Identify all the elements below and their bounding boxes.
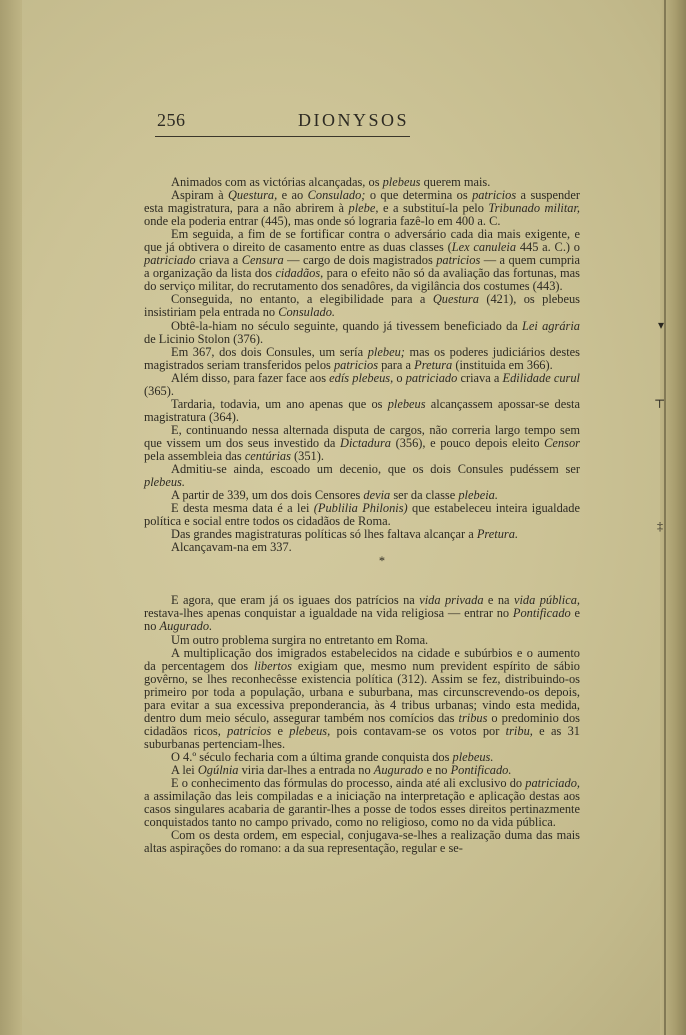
- italic-term: (Publilia Philonis): [313, 501, 408, 516]
- italic-term: plebeus,: [289, 723, 331, 738]
- italic-term: plebeus.: [144, 475, 185, 490]
- paragraph: A multiplicação dos imigrados estabelecidos na cidade e subúrbios e o aumento da percentagem dos libertos exigiam que, mesmo num prevident espírito de sábio govêrno, se lhes reconhecêsse existencia política (312). Assim se fez, distribuindo-os primeiro por toda a população, urbana e suburbana, mas circunscrevendo-os depois, para evitar a sua excessiva preponderancia, às 4 tribus urbanas; vindo esta medida, dentro dum meio século, assegurar também nos comícios das tribus o predominio dos cidadãos ricos, patricios e plebeus, pois contavam-se os votos por tribu, e as 31 suburbanas pertenciam-lhes.: [144, 645, 580, 751]
- italic-term: Pretura: [414, 357, 453, 372]
- italic-term: libertos: [254, 658, 292, 673]
- italic-term: centúrias: [244, 448, 291, 463]
- header-rule: [155, 136, 410, 137]
- italic-term: plebeu;: [367, 344, 405, 359]
- italic-term: plebeus.: [452, 749, 494, 764]
- italic-term: Pontificado.: [450, 762, 512, 777]
- margin-mark: ‡: [657, 519, 663, 533]
- italic-term: patricios: [436, 253, 481, 268]
- paragraph: Com os desta ordem, em especial, conjugava-se-lhes a realização duma das mais altas aspirações do romano: a da sua representação, regular e se-: [144, 828, 580, 856]
- paragraph: Além disso, para fazer face aos edís plebeus, o patriciado criava a Edilidade curul (365).: [144, 370, 580, 398]
- section-1: [144, 176, 580, 554]
- italic-term: Dictadura: [340, 435, 391, 450]
- paragraph: Das grandes magistraturas políticas só lhes faltava alcançar a Pretura.: [171, 527, 519, 542]
- running-title: DIONYSOS: [297, 110, 409, 130]
- italic-term: patriciado: [144, 253, 196, 268]
- paragraph: Em seguida, a fim de se fortificar contra o adversário cada dia mais exigente, e que já obtivera o direito de casamento entre as duas classes (Lex canuleia 445 a. C.) o patriciado criava a Censura — cargo de dois magistrados patricios — a quem cumpria a organização da lista dos cidadãos, para o efeito não só da avaliação das fortunas, mas do serviço militar, do recrutamento dos senadôres, da vigilância dos costumes (443).: [144, 227, 581, 294]
- page-number: 256: [157, 110, 186, 130]
- italic-term: vida privada: [419, 593, 484, 608]
- italic-term: tribu,: [505, 723, 533, 738]
- paragraph: Obtê-la-hiam no século seguinte, quando já tivessem beneficiado da Lei agrária de Licinio Stolon (376).: [144, 318, 580, 346]
- italic-term: Augurado.: [159, 619, 213, 634]
- paragraph: Em 367, dos dois Consules, um sería plebeu; mas os poderes judiciários destes magistrados seriam transferidos pelos patricios para a Pretura (instituida em 366).: [144, 344, 580, 372]
- italic-term: Ogúlnia: [197, 762, 239, 777]
- italic-term: Censor: [544, 435, 580, 450]
- paragraph: Tardaria, todavia, um ano apenas que os plebeus alcançassem apossar-se desta magistratura (364).: [144, 396, 580, 424]
- italic-term: plebeus: [382, 175, 421, 189]
- italic-term: Tribunado militar,: [488, 201, 581, 216]
- paragraph: E agora, que eram já os iguaes dos patrícios na vida privada e na vida pública, restava-lhes apenas conquistar a igualdade na vida religiosa — entrar no Pontificado e no Augurado.: [144, 593, 580, 634]
- paragraph: A lei Ogúlnia viria dar-lhes a entrada no Augurado e no Pontificado.: [171, 762, 512, 777]
- italic-term: Pretura.: [476, 527, 519, 542]
- italic-term: Questura: [432, 292, 479, 307]
- italic-term: edís plebeus,: [329, 370, 394, 385]
- paragraph: Conseguida, no entanto, a elegibilidade para a Questura (421), os plebeus insistiriam pela entrada no Consulado.: [144, 292, 580, 320]
- italic-term: patriciado,: [525, 776, 580, 791]
- margin-mark: ▾: [658, 318, 665, 332]
- paragraph: A partir de 339, um dos dois Censores devia ser da classe plebeia.: [171, 488, 498, 503]
- paragraph: Alcançavam-na em 337.: [171, 540, 292, 555]
- running-head: [157, 110, 409, 136]
- page-left-edge: [0, 0, 22, 1035]
- italic-term: patricios: [472, 188, 517, 203]
- italic-term: tribus: [458, 710, 488, 725]
- italic-term: Questura,: [227, 188, 278, 203]
- paragraph: E, continuando nessa alternada disputa de cargos, não correria largo tempo sem que vissem um dos seus investido da Dictadura (356), e pouco depois eleito Censor pela assembleia das centúrias (351).: [144, 422, 580, 463]
- paragraph: Animados com as victórias alcançadas, os plebeus querem mais.: [171, 175, 491, 189]
- italic-term: Edilidade curul: [502, 370, 580, 385]
- italic-term: Augurado: [373, 762, 424, 777]
- paragraph: E o conhecimento das fórmulas do processo, ainda até ali exclusivo do patriciado, a assimilação das leis compiladas e a iniciação na interpretação e aplicação destas aos casos singulares acabaria de garantir-lhes a posse de todos esses direitos pertinazmente conquistados tanto no campo privado, como no religioso, como no da vida pública.: [144, 776, 580, 830]
- paragraph: Aspiram à Questura, e ao Consulado; o que determina os patricios a suspender esta magistratura, para a não abrirem à plebe, e a substituí-la pelo Tribunado militar, onde ela poderia entrar (445), mas onde só lograria fazê-lo em 400 a. C.: [144, 188, 581, 229]
- italic-term: devia: [363, 488, 391, 503]
- italic-term: cidadãos,: [275, 266, 324, 281]
- paragraph: O 4.º século fecharia com a última grande conquista dos plebeus.: [171, 749, 494, 764]
- paragraph: E desta mesma data é a lei (Publilia Philonis) que estabeleceu inteira igualdade política e social entre todos os cidadãos de Roma.: [144, 501, 580, 529]
- paragraph: Um outro problema surgira no entretanto em Roma.: [171, 632, 429, 647]
- italic-term: Lex canuleia: [451, 240, 517, 255]
- italic-term: Consulado;: [307, 188, 366, 203]
- section-2: [144, 594, 580, 855]
- gutter-line: [664, 0, 666, 1035]
- section-separator: *: [378, 554, 386, 569]
- italic-term: Lei agrária: [522, 318, 580, 333]
- italic-term: Consulado.: [278, 305, 336, 320]
- italic-term: plebeus: [387, 396, 426, 411]
- paragraph: Admitiu-se ainda, escoado um decenio, que os dois Consules pudéssem ser plebeus.: [144, 462, 580, 490]
- italic-term: patriciado: [405, 370, 458, 385]
- italic-term: patricios: [227, 723, 272, 738]
- italic-term: Censura: [241, 253, 284, 268]
- italic-term: plebeia.: [458, 488, 498, 503]
- body-text: [144, 176, 580, 855]
- italic-term: patricios: [333, 357, 379, 372]
- italic-term: plebe,: [348, 201, 379, 216]
- margin-mark: ⊤: [654, 397, 666, 411]
- italic-term: Pontificado: [512, 606, 571, 621]
- italic-term: vida pública,: [513, 593, 580, 608]
